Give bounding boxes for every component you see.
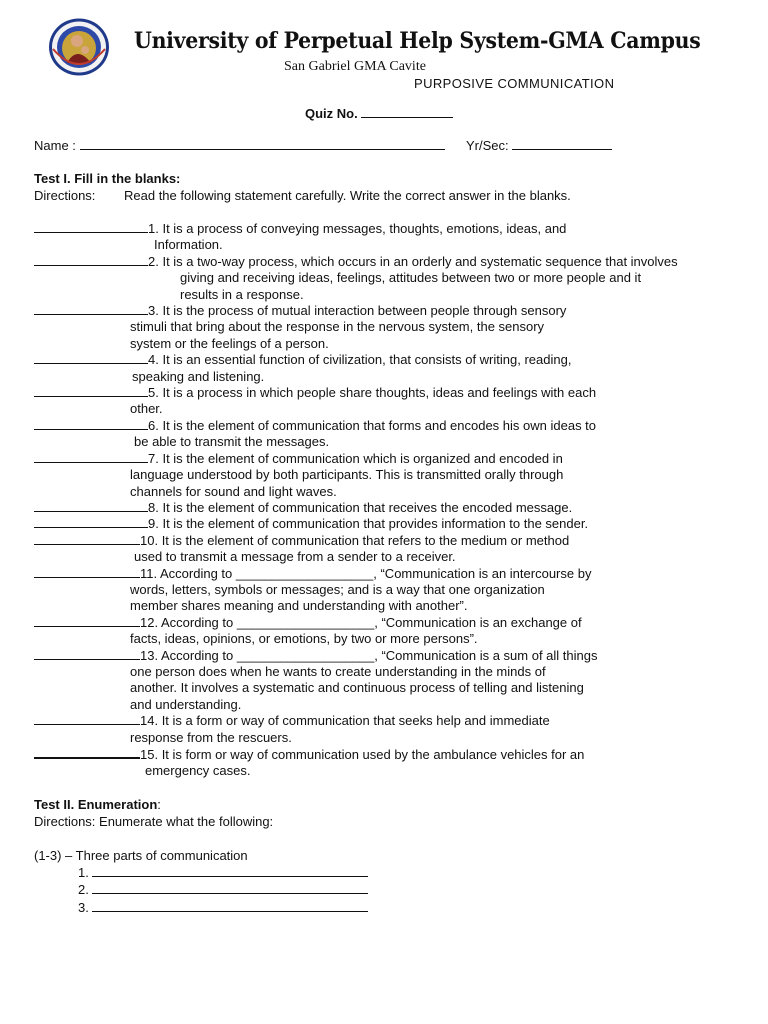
question-text: member shares meaning and understanding with another”.: [130, 598, 468, 614]
answer-blank: [34, 648, 140, 660]
university-seal-icon: [47, 17, 111, 77]
question-text: It is the element of communication that refers to the medium or method: [158, 532, 570, 548]
test2-title-colon: :: [157, 797, 161, 812]
test2-heading: [34, 797, 161, 812]
question-text: channels for sound and light waves.: [130, 483, 337, 499]
question-text: words, letters, symbols or messages; and is a way that one organization: [130, 581, 545, 597]
quiz-number-field: [305, 105, 453, 121]
question-item: [34, 385, 734, 418]
question-text: According to ___________________, “Communication is an exchange of: [158, 614, 582, 630]
question-text: It is the element of communication that forms and encodes his own ideas to: [158, 417, 597, 433]
question-text: It is the process of mutual interaction between people through sensory: [158, 303, 567, 319]
enumeration-item: [78, 899, 368, 916]
answer-blank: [34, 500, 148, 512]
question-number: 15.: [140, 747, 159, 762]
test1-directions-label: Directions:: [34, 188, 96, 203]
question-number: 1.: [148, 221, 159, 236]
test2-title: Test II. Enumeration: [34, 797, 158, 812]
test1-title: Test I. Fill in the blanks:: [34, 171, 181, 186]
question-number: 9.: [148, 516, 159, 532]
question-text: Information.: [154, 237, 223, 253]
name-field: [34, 137, 445, 153]
question-text: another. It involves a systematic and continuous process of telling and listening: [130, 680, 584, 696]
answer-blank: [34, 533, 140, 545]
test1-items: [34, 221, 734, 780]
question-item: [34, 500, 734, 516]
answer-blank: [34, 254, 148, 266]
question-item: [34, 221, 734, 254]
question-text: It is a two-way process, which occurs in an orderly and systematic sequence that involves: [158, 253, 678, 269]
enumeration-item: [78, 864, 368, 881]
question-number: 7.: [148, 450, 159, 466]
question-item: [34, 303, 734, 352]
question-text: According to ___________________, “Communication is a sum of all things: [158, 647, 598, 663]
answer-blank: [34, 303, 148, 315]
name-label: Name :: [34, 138, 76, 153]
question-text: It is the element of communication that provides information to the sender.: [158, 516, 589, 532]
enumeration-list: [78, 864, 368, 916]
question-item: [34, 533, 734, 566]
question-text: language understood by both participants. This is transmitted orally through: [130, 467, 564, 483]
question-text: It is a form or way of communication that seeks help and immediate: [158, 713, 550, 729]
course-title: PURPOSIVE COMMUNICATION: [414, 76, 615, 91]
answer-blank: [34, 713, 140, 725]
question-text: giving and receiving ideas, feelings, attitudes between two or more people and it: [180, 270, 642, 286]
question-text: It is a process of conveying messages, thoughts, emotions, ideas, and: [158, 221, 567, 236]
question-number: 8.: [148, 499, 159, 515]
question-text: be able to transmit the messages.: [134, 434, 330, 450]
enumeration-number: 1.: [78, 865, 93, 880]
enumeration-blank: [92, 864, 368, 877]
question-number: 3.: [148, 303, 159, 319]
question-text: emergency cases.: [145, 763, 251, 779]
question-text: stimuli that bring about the response in the nervous system, the sensory: [130, 319, 545, 335]
question-text: It is the element of communication which is organized and encoded in: [158, 450, 563, 466]
question-item: [34, 418, 734, 451]
answer-blank: [34, 352, 148, 364]
yr-sec-label: Yr/Sec:: [466, 138, 509, 153]
question-text: speaking and listening.: [132, 368, 265, 384]
question-number: 2.: [148, 253, 159, 269]
question-number: 12.: [140, 614, 159, 630]
question-item: [34, 352, 734, 385]
question-item: [34, 566, 734, 615]
answer-blank: [34, 746, 140, 759]
question-number: 10.: [140, 532, 159, 548]
question-text: results in a response.: [180, 286, 304, 302]
test1-directions: Read the following statement carefully. Write the correct answer in the blanks.: [124, 188, 571, 203]
question-item: [34, 615, 734, 648]
answer-blank: [34, 615, 140, 627]
quiz-number-blank: [361, 105, 453, 118]
enumeration-number: 2.: [78, 882, 93, 898]
question-text: It is an essential function of civilization, that consists of writing, reading,: [158, 352, 572, 368]
test2-group-label: (1-3) – Three parts of communication: [34, 848, 248, 863]
answer-blank: [34, 516, 148, 528]
enumeration-number: 3.: [78, 899, 93, 915]
question-text: other.: [130, 401, 163, 417]
question-item: [34, 713, 734, 746]
question-text: and understanding.: [130, 696, 242, 712]
question-number: 13.: [140, 647, 159, 663]
question-item: [34, 516, 734, 532]
enumeration-blank: [92, 881, 368, 894]
answer-blank: [34, 418, 148, 430]
question-number: 6.: [148, 417, 159, 433]
university-name: University of Perpetual Help System-GMA Campus: [134, 28, 701, 54]
question-number: 4.: [148, 352, 159, 368]
question-number: 11.: [140, 565, 158, 581]
yr-sec-blank: [512, 137, 612, 150]
question-text: It is the element of communication that receives the encoded message.: [158, 499, 573, 515]
question-text: facts, ideas, opinions, or emotions, by two or more persons”.: [130, 631, 478, 647]
yr-sec-field: [466, 137, 612, 153]
question-text: one person does when he wants to create understanding in the minds of: [130, 663, 546, 679]
question-text: According to ___________________, “Communication is an intercourse by: [157, 565, 592, 581]
question-text: It is form or way of communication used by the ambulance vehicles for an: [158, 747, 585, 762]
question-item: [34, 746, 734, 780]
enumeration-item: [78, 881, 368, 898]
question-text: It is a process in which people share thoughts, ideas and feelings with each: [158, 385, 597, 401]
answer-blank: [34, 566, 140, 578]
answer-blank: [34, 451, 148, 463]
question-item: [34, 254, 734, 303]
question-text: used to transmit a message from a sender to a receiver.: [134, 549, 456, 565]
test2-directions: Directions: Enumerate what the following:: [34, 814, 274, 829]
name-blank: [80, 137, 445, 150]
answer-blank: [34, 221, 148, 233]
question-text: system or the feelings of a person.: [130, 335, 329, 351]
question-number: 14.: [140, 713, 159, 729]
answer-blank: [34, 385, 148, 397]
question-text: response from the rescuers.: [130, 729, 292, 745]
enumeration-blank: [92, 899, 368, 912]
campus-address: San Gabriel GMA Cavite: [284, 59, 426, 74]
question-item: [34, 451, 734, 500]
quiz-label: Quiz No.: [305, 106, 358, 121]
question-item: [34, 648, 734, 714]
question-number: 5.: [148, 385, 159, 401]
